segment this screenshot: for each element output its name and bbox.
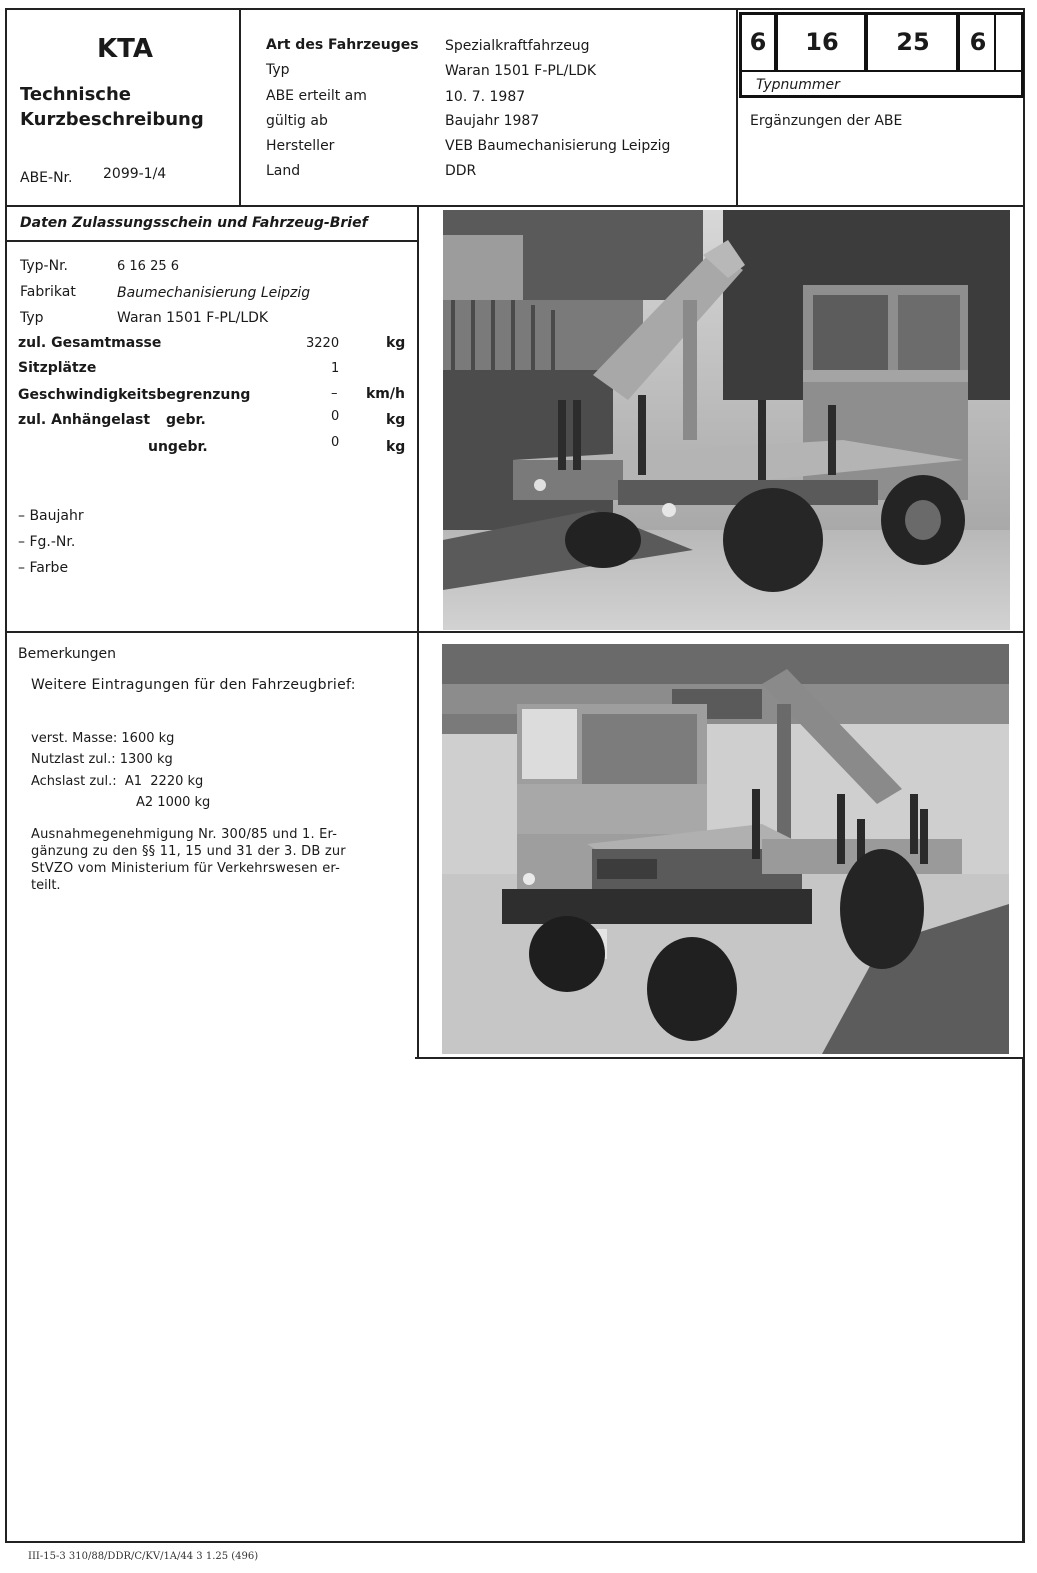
data-section-title: Daten Zulassungsschein und Fahrzeug-Brief [20, 215, 368, 231]
title-line-2: Kurzbeschreibung [20, 109, 204, 130]
gesamtmasse-label: zul. Gesamtmasse [18, 335, 162, 351]
verst-masse: verst. Masse: 1600 kg [31, 731, 175, 746]
truck-crane-photo-1 [443, 210, 1010, 630]
fabrikat-value: Baumechanisierung Leipzig [117, 285, 311, 301]
gebr-value: 0 [331, 409, 340, 424]
vehicle-photo-front [442, 644, 1009, 1054]
field-value: Baujahr 1987 [445, 113, 540, 129]
field-label: Land [266, 163, 301, 179]
photo-bottom-rule [415, 1057, 1025, 1059]
fgnr-item: – Fg.-Nr. [18, 534, 76, 550]
truck-crane-photo-2 [442, 644, 1009, 1054]
cell-gap [958, 15, 960, 70]
cell-gap [866, 15, 868, 70]
geschw-value: – [331, 386, 338, 401]
typnummer-digit: 25 [870, 15, 958, 70]
org-name: KTA [97, 34, 153, 64]
field-label: gültig ab [266, 113, 328, 129]
typ-nr-value: 6 16 25 6 [117, 259, 180, 274]
baujahr-item: – Baujahr [18, 508, 84, 524]
field-label: Hersteller [266, 138, 335, 154]
data-title-rule [5, 240, 418, 242]
farbe-item: – Farbe [18, 560, 69, 576]
nutzlast: Nutzlast zul.: 1300 kg [31, 752, 173, 767]
field-value: VEB Baumechanisierung Leipzig [445, 138, 671, 154]
field-value: 10. 7. 1987 [445, 89, 526, 105]
remarks-paragraph-line: Ausnahmegenehmigung Nr. 300/85 und 1. Er- [31, 827, 338, 842]
typ-label: Typ [20, 310, 44, 326]
ergaenzungen-label: Ergänzungen der ABE [750, 113, 903, 129]
geschw-unit: km/h [366, 386, 405, 402]
title-line-1: Technische [20, 84, 131, 105]
typnummer-digit: 6 [742, 15, 776, 70]
typnummer-box [739, 12, 1024, 98]
vehicle-photo-rear [443, 210, 1010, 630]
remarks-intro: Weitere Eintragungen für den Fahrzeugbrief: [31, 677, 356, 693]
mid-rule [5, 631, 1025, 633]
fabrikat-label: Fabrikat [20, 284, 76, 300]
gebr-label: gebr. [166, 412, 206, 428]
anhaenge-label: zul. Anhängelast [18, 412, 151, 428]
header-divider-1 [239, 8, 241, 206]
ungebr-value: 0 [331, 435, 340, 450]
header-bottom-rule [5, 205, 1025, 207]
remarks-paragraph-line: gänzung zu den §§ 11, 15 und 31 der 3. DB zur [31, 844, 346, 859]
remarks-paragraph-line: teilt. [31, 878, 61, 893]
typnummer-rule [742, 70, 1021, 72]
sitzplaetze-label: Sitzplätze [18, 360, 97, 376]
field-value: Spezialkraftfahrzeug [445, 38, 590, 54]
typ-value: Waran 1501 F-PL/LDK [117, 310, 269, 326]
typnummer-digit: 16 [780, 15, 866, 70]
typnummer-digit: 6 [962, 15, 996, 70]
header-divider-2 [736, 8, 738, 206]
abe-value: 2099-1/4 [103, 166, 167, 182]
field-value: DDR [445, 163, 477, 179]
field-label: ABE erteilt am [266, 88, 367, 104]
gesamtmasse-unit: kg [386, 335, 406, 351]
field-value: Waran 1501 F-PL/LDK [445, 63, 597, 79]
gebr-unit: kg [386, 412, 406, 428]
typnummer-label: Typnummer [756, 77, 840, 93]
right-border-lower [1022, 1057, 1024, 1543]
geschw-label: Geschwindigkeitsbegrenzung [18, 387, 251, 403]
print-code: III-15-3 310/88/DDR/C/KV/1A/44 3 1.25 (496) [28, 1551, 259, 1562]
remarks-paragraph-line: StVZO vom Ministerium für Verkehrswesen er- [31, 861, 341, 876]
ungebr-label: ungebr. [148, 439, 208, 455]
cell-gap [776, 15, 778, 70]
ungebr-unit: kg [386, 439, 406, 455]
abe-label: ABE-Nr. [20, 170, 73, 186]
achslast-a1: Achslast zul.: A1 2220 kg [31, 774, 204, 789]
field-label: Art des Fahrzeuges [266, 37, 419, 53]
remarks-title: Bemerkungen [18, 646, 117, 662]
gesamtmasse-value: 3220 [306, 336, 340, 351]
typ-nr-label: Typ-Nr. [20, 258, 68, 274]
sitzplaetze-value: 1 [331, 361, 340, 376]
field-label: Typ [266, 62, 290, 78]
achslast-a2: A2 1000 kg [136, 795, 211, 810]
